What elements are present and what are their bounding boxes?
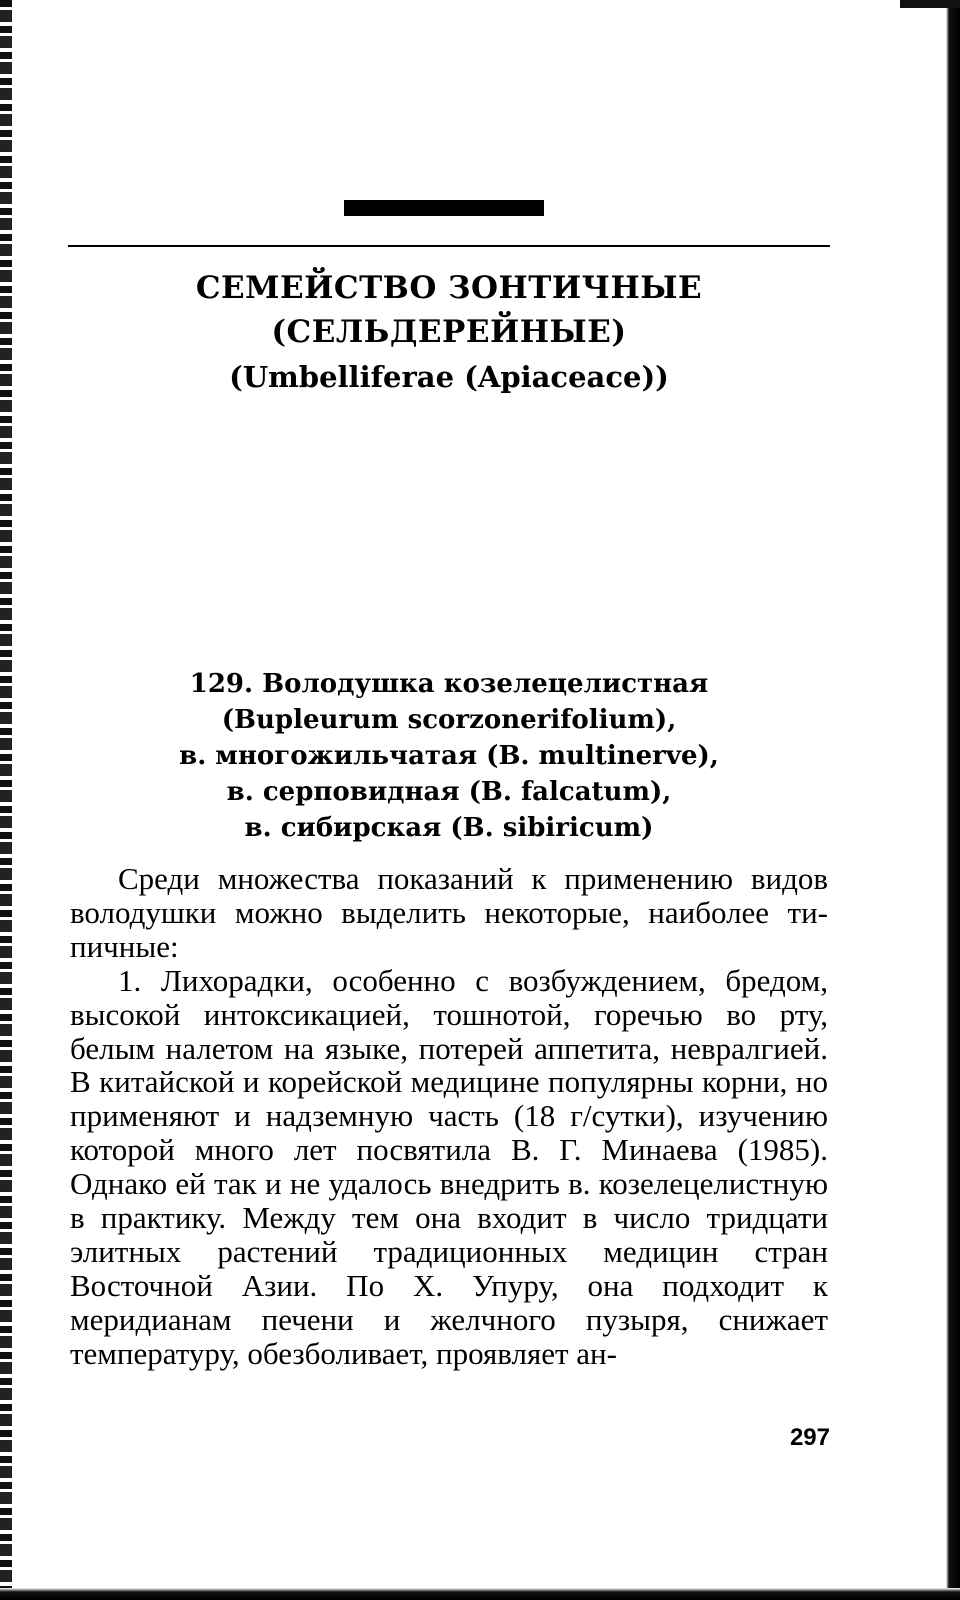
scan-edge-top (900, 0, 960, 8)
species-heading-line1: 129. Володушка козелецелистная (189, 669, 709, 699)
species-heading (68, 666, 830, 846)
species-heading-line4: в. серповидная (B. falcatum), (226, 777, 672, 807)
species-heading-line5: в. сибирская (B. sibiricum) (244, 813, 654, 843)
species-heading-line2: (Bupleurum scorzonerifolium), (221, 705, 677, 735)
paragraph: 1. Лихорадки, особенно с возбуждением, бредом, высокой интоксикацией, тошнотой, горечью во рту, белым налетом на языке, потерей аппетита, невралгией. В китайской и корейской медицине популярны корни, но применяют и надземную часть (18 г/сутки), изучению которой много лет посвятила В. Г. Минаева (1985). Однако ей так и не удалось внедрить в. козелецелистную в практику. Между тем она входит в число тридцати элитных растений традиционных медицин стран Восточной Азии. По Х. Упуру, она подходит к меридианам печени и желчного пузыря, снижает температуру, обезболивает, проявляет ан- (70, 962, 828, 1371)
scan-edge-right (946, 0, 960, 1600)
horizontal-rule (68, 245, 830, 247)
family-heading (68, 266, 830, 400)
decorative-bar (344, 200, 544, 216)
species-heading-line3: в. многожильчатая (B. multinerve), (179, 741, 719, 771)
family-title-line2: (СЕЛЬДЕРЕЙНЫЕ) (271, 314, 627, 350)
body-text (70, 862, 828, 1371)
family-latin-name: (Umbelliferae (Apiaceace)) (229, 360, 669, 394)
family-title-line1: СЕМЕЙСТВО ЗОНТИЧНЫЕ (195, 270, 703, 306)
paragraph: Среди множества показаний к применению видов володушки можно выделить некоторые, наиболее типичные: (70, 861, 828, 964)
scan-edge-left (0, 0, 12, 1600)
scan-edge-bottom (0, 1588, 960, 1600)
page-number: 297 (789, 1424, 830, 1451)
